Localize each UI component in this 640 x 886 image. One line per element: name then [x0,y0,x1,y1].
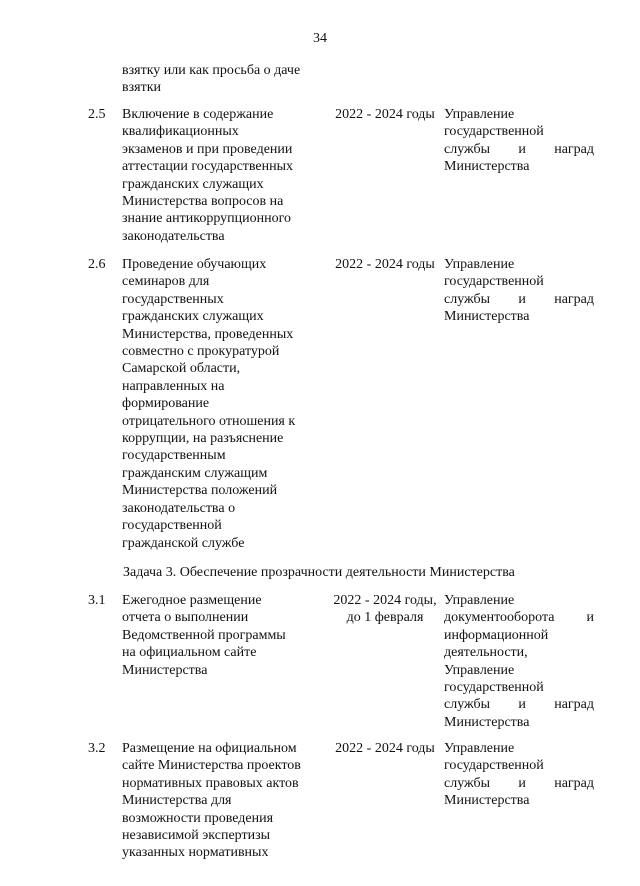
text-line: государственных [122,291,224,307]
text-line: Министерства [444,714,530,730]
text-line: гражданских служащих [122,309,264,325]
text-line: государственной [122,518,222,534]
text-line: службы и наград [444,291,594,307]
text-line: независимой экспертизы [122,828,271,844]
text-line: службы и наград [444,775,594,791]
text-line: отрицательного отношения к [122,413,296,429]
row-description [122,740,322,862]
row-responsible [444,592,594,731]
text-line: Самарской области, [122,361,241,377]
text-line: Размещение на официальном [122,741,297,756]
row-period [326,592,444,627]
text-line: законодательства о [122,500,236,516]
row-number: 2.6 [88,257,106,272]
text-line: государственной [444,758,544,774]
text-line: сайте Министерства проектов [122,758,301,774]
text-line: знание антикоррупционного [122,211,292,227]
text-line: Управление [444,593,515,608]
text-line: квалификационных [122,124,239,140]
text-line: взятку или как просьба о даче [122,63,301,78]
text-line: гражданским служащим [122,465,268,481]
text-line: Ведомственной программы [122,627,286,643]
text-line: государственной [444,680,544,696]
text-line: указанных нормативных [122,845,269,861]
text-line: Министерства для [122,793,232,809]
text-line: государственным [122,448,226,464]
row-responsible [444,740,594,810]
text-line: совместно с прокуратурой [122,344,280,360]
text-line: отчета о выполнении [122,610,249,626]
row-number: 3.2 [88,741,106,756]
text-line: Министерства [444,309,530,325]
text-line: 2022 - 2024 годы [335,741,435,756]
text-line: гражданских служащих [122,176,264,192]
text-line: возможности проведения [122,810,274,826]
text-line: деятельности, [444,645,528,661]
row-period [326,256,444,273]
text-line: Управление [444,107,515,122]
text-line: информационной [444,627,549,643]
text-line: Министерства [122,662,208,678]
text-line: Министерства положений [122,483,278,499]
row-number: 2.5 [88,107,106,122]
text-line: Управление [444,257,515,272]
row-description [122,256,322,552]
text-line: семинаров для [122,274,210,290]
text-line: Министерства вопросов на [122,194,284,210]
text-line: Министерства, проведенных [122,326,294,342]
text-line: коррупции, на разъяснение [122,431,284,447]
row-period [326,106,444,123]
text-line: Управление [444,741,515,756]
text-line: законодательства [122,228,225,244]
text-line: экзаменов и при проведении [122,141,293,157]
text-line: государственной [444,274,544,290]
text-line: Проведение обучающих [122,257,267,272]
text-line: гражданской службе [122,535,245,551]
text-line: направленных на [122,378,225,394]
continuation-text [122,62,322,97]
row-period [326,740,444,757]
text-line: до 1 февраля [346,610,424,626]
row-responsible [444,106,594,176]
text-line: службы и наград [444,697,594,713]
row-description [122,592,322,679]
text-line: 2022 - 2024 годы [335,107,435,122]
text-line: нормативных правовых актов [122,775,299,791]
text-line: формирование [122,396,210,412]
text-line: государственной [444,124,544,140]
row-number: 3.1 [88,593,106,608]
row-description [122,106,322,245]
text-line: аттестации государственных [122,159,294,175]
text-line: Включение в содержание [122,107,274,122]
text-line: 2022 - 2024 годы [335,257,435,272]
text-line: службы и наград [444,141,594,157]
text-line: Министерства [444,159,530,175]
text-line: Управление [444,662,515,678]
text-line: Ежегодное размещение [122,593,262,608]
text-line: взятки [122,80,161,96]
row-responsible [444,256,594,326]
text-line: 2022 - 2024 годы, [333,593,437,608]
text-line: документооборота и [444,610,594,626]
task-heading: Задача 3. Обеспечение прозрачности деятельности Министерства [123,565,515,580]
text-line: Министерства [444,793,530,809]
page-number: 34 [313,31,327,46]
text-line: на официальном сайте [122,645,257,661]
